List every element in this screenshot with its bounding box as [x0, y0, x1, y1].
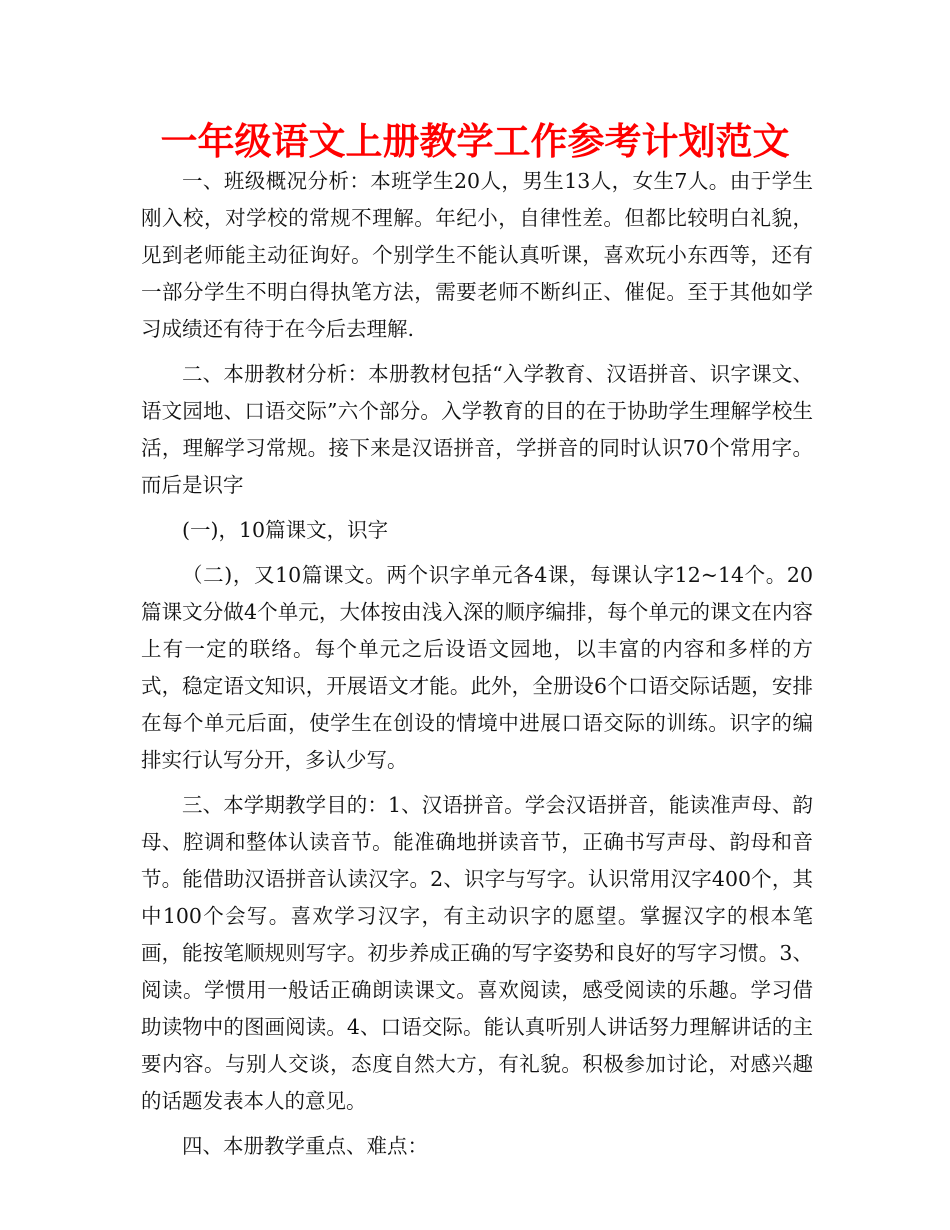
document-body — [141, 163, 813, 1173]
paragraph-part-one: (一)，10篇课文，识字 — [182, 518, 389, 542]
paragraph-textbook-analysis: 二、本册教材分析：本册教材包括“入学教育、汉语拼音、识字课文、语文园地、口语交际”六个部分。入学教育的目的在于协助学生理解学校生活，理解学习常规。接下来是汉语拼音，学拼音的同时认识70个常用字。而后是识字 — [141, 362, 813, 497]
paragraph-class-analysis: 一、班级概况分析：本班学生20人，男生13人，女生7人。由于学生刚入校，对学校的常规不理解。年纪小，自律性差。但都比较明白礼貌，见到老师能主动征询好。个别学生不能认真听课，喜欢玩小东西等，还有一部分学生不明白得执笔方法，需要老师不断纠正、催促。至于其他如学习成绩还有待于在今后去理解. — [141, 169, 813, 341]
paragraph-part-two: （二)，又10篇课文。两个识字单元各4课，每课认字12~14个。20篇课文分做4个单元，大体按由浅入深的顺序编排，每个单元的课文在内容上有一定的联络。每个单元之后设语文园地，以丰富的内容和多样的方式，稳定语文知识，开展语文才能。此外，全册设6个口语交际话题，安排在每个单元后面，使学生在创设的情境中进展口语交际的训练。识字的编排实行认写分开，多认少写。 — [141, 563, 813, 772]
document-title: 一年级语文上册教学工作参考计划范文 — [160, 120, 790, 163]
paragraph-key-points-heading: 四、本册教学重点、难点： — [182, 1134, 428, 1158]
paragraph-teaching-goals: 三、本学期教学目的：1、汉语拼音。学会汉语拼音，能读准声母、韵母、腔调和整体认读音节。能准确地拼读音节，正确书写声母、韵母和音节。能借助汉语拼音认读汉字。2、识字与写字。认识常用汉字400个，其中100个会写。喜欢学习汉字，有主动识字的愿望。掌握汉字的根本笔画，能按笔顺规则写字。初步养成正确的写字姿势和良好的写字习惯。3、阅读。学惯用一般话正确朗读课文。喜欢阅读，感受阅读的乐趣。学习借助读物中的图画阅读。4、口语交际。能认真听别人讲话努力理解讲话的主要内容。与别人交谈，态度自然大方，有礼貌。积极参加讨论，对感兴趣的话题发表本人的意见。 — [141, 793, 813, 1113]
